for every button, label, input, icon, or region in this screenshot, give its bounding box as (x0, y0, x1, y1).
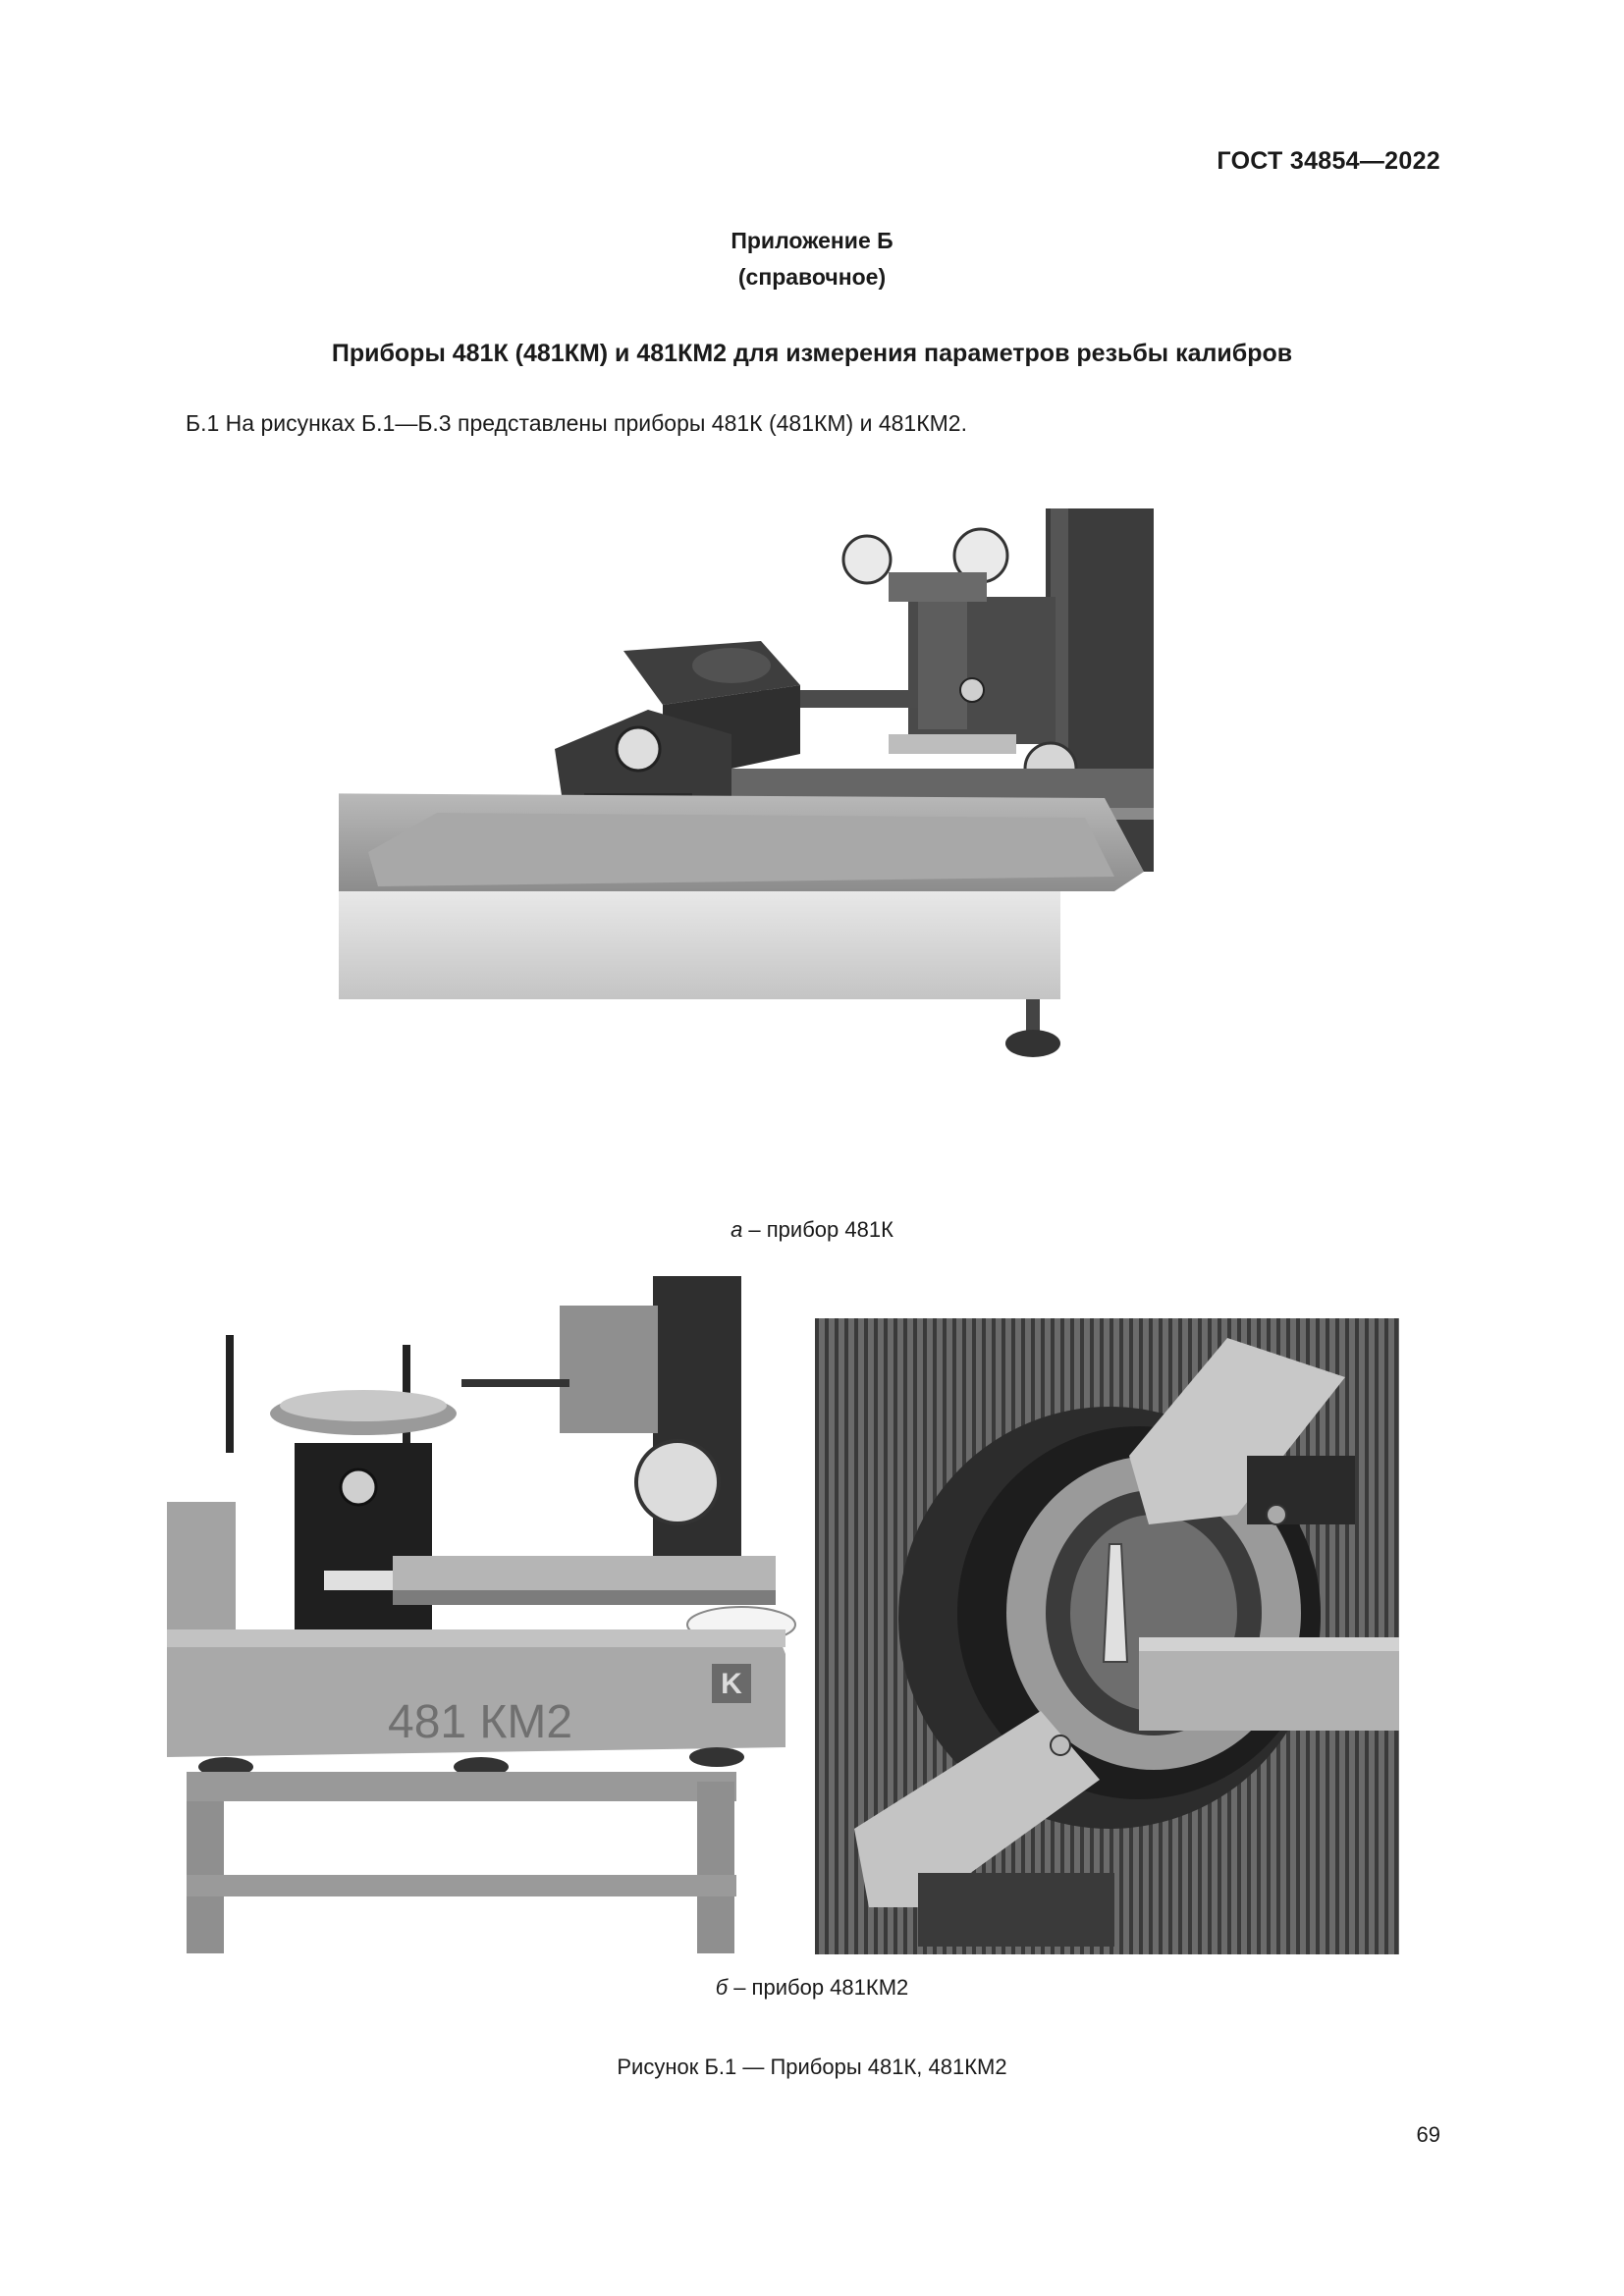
paragraph-b1: Б.1 На рисунках Б.1—Б.3 представлены приборы 481К (481КМ) и 481КМ2. (186, 410, 967, 436)
caption-a-letter: а (731, 1217, 743, 1242)
appendix-status: (справочное) (737, 264, 887, 290)
page-number: 69 (1416, 2122, 1440, 2147)
caption-a (0, 1217, 1624, 1243)
appendix-title: Приложение Б (731, 228, 893, 253)
label-481km2: 481 КМ2 (388, 1696, 573, 1748)
photo-instrument-481km2 (167, 1276, 805, 1953)
figure-caption: Рисунок Б.1 — Приборы 481К, 481КМ2 (617, 2055, 1007, 2079)
caption-a-text: – прибор 481К (742, 1217, 893, 1242)
caption-b (0, 1975, 1624, 2001)
caption-b-text: – прибор 481КМ2 (728, 1975, 909, 2000)
caption-b-letter: б (715, 1975, 729, 2000)
svg-text:K: K (721, 1668, 742, 1700)
photo-closeup-measuring-head (815, 1318, 1399, 1954)
photo-instrument-481k (339, 499, 1222, 1196)
standard-code: ГОСТ 34854—2022 (1217, 147, 1440, 175)
appendix-heading: Приборы 481К (481КМ) и 481КМ2 для измерения параметров резьбы калибров (331, 340, 1293, 367)
